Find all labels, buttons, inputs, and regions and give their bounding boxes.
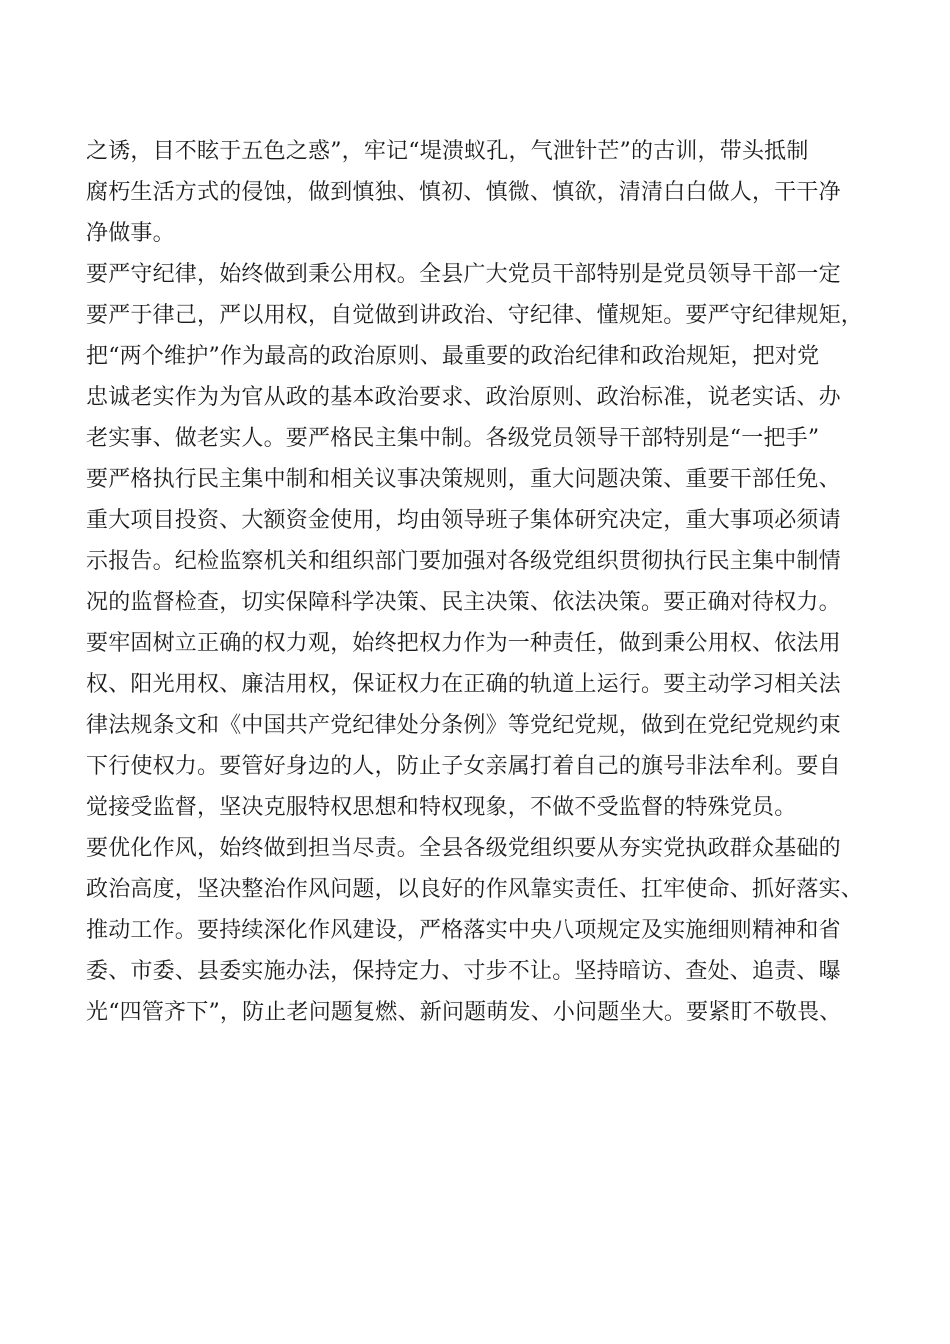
text-line: 之诱，目不眩于五色之惑”，牢记“堤溃蚁孔，气泄针芒”的古训，带头抵制 (86, 139, 809, 164)
text-line: 光“四管齐下”，防止老问题复燃、新问题萌发、小问题坐大。要紧盯不敬畏、 (86, 1000, 842, 1025)
text-line: 权、阳光用权、廉洁用权，保证权力在正确的轨道上运行。要主动学习相关法 (86, 672, 841, 697)
text-line: 忠诚老实作为为官从政的基本政治要求、政治原则、政治标准，说老实话、办 (86, 385, 841, 410)
text-line: 重大项目投资、大额资金使用，均由领导班子集体研究决定，重大事项必须请 (86, 508, 841, 533)
body-text (86, 131, 866, 1033)
text-line: 委、市委、县委实施办法，保持定力、寸步不让。坚持暗访、查处、追责、曝 (86, 959, 841, 984)
text-line: 下行使权力。要管好身边的人，防止子女亲属打着自己的旗号非法牟利。要自 (86, 754, 841, 779)
text-line: 把“两个维护”作为最高的政治原则、最重要的政治纪律和政治规矩，把对党 (86, 344, 820, 369)
text-line: 推动工作。要持续深化作风建设，严格落实中央八项规定及实施细则精神和省 (86, 918, 841, 943)
text-line: 要严守纪律，始终做到秉公用权。全县广大党员干部特别是党员领导干部一定 (86, 262, 841, 287)
text-line: 腐朽生活方式的侵蚀，做到慎独、慎初、慎微、慎欲，清清白白做人，干干净 (86, 180, 841, 205)
text-line: 律法规条文和《中国共产党纪律处分条例》等党纪党规，做到在党纪党规约束 (86, 713, 841, 738)
text-line: 况的监督检查，切实保障科学决策、民主决策、依法决策。要正确对待权力。 (86, 590, 841, 615)
text-line: 示报告。纪检监察机关和组织部门要加强对各级党组织贯彻执行民主集中制情 (86, 549, 841, 574)
text-line: 政治高度，坚决整治作风问题，以良好的作风靠实责任、扛牢使命、抓好落实、 (86, 877, 864, 902)
text-line: 要牢固树立正确的权力观，始终把权力作为一种责任，做到秉公用权、依法用 (86, 631, 841, 656)
text-line: 净做事。 (86, 221, 175, 246)
text-line: 要优化作风，始终做到担当尽责。全县各级党组织要从夯实党执政群众基础的 (86, 836, 841, 861)
text-line: 要严于律己，严以用权，自觉做到讲政治、守纪律、懂规矩。要严守纪律规矩， (86, 303, 864, 328)
text-line: 老实事、做老实人。要严格民主集中制。各级党员领导干部特别是“一把手” (86, 426, 820, 451)
text-line: 要严格执行民主集中制和相关议事决策规则，重大问题决策、重要干部任免、 (86, 467, 841, 492)
text-line: 觉接受监督，坚决克服特权思想和特权现象，不做不受监督的特殊党员。 (86, 795, 797, 820)
